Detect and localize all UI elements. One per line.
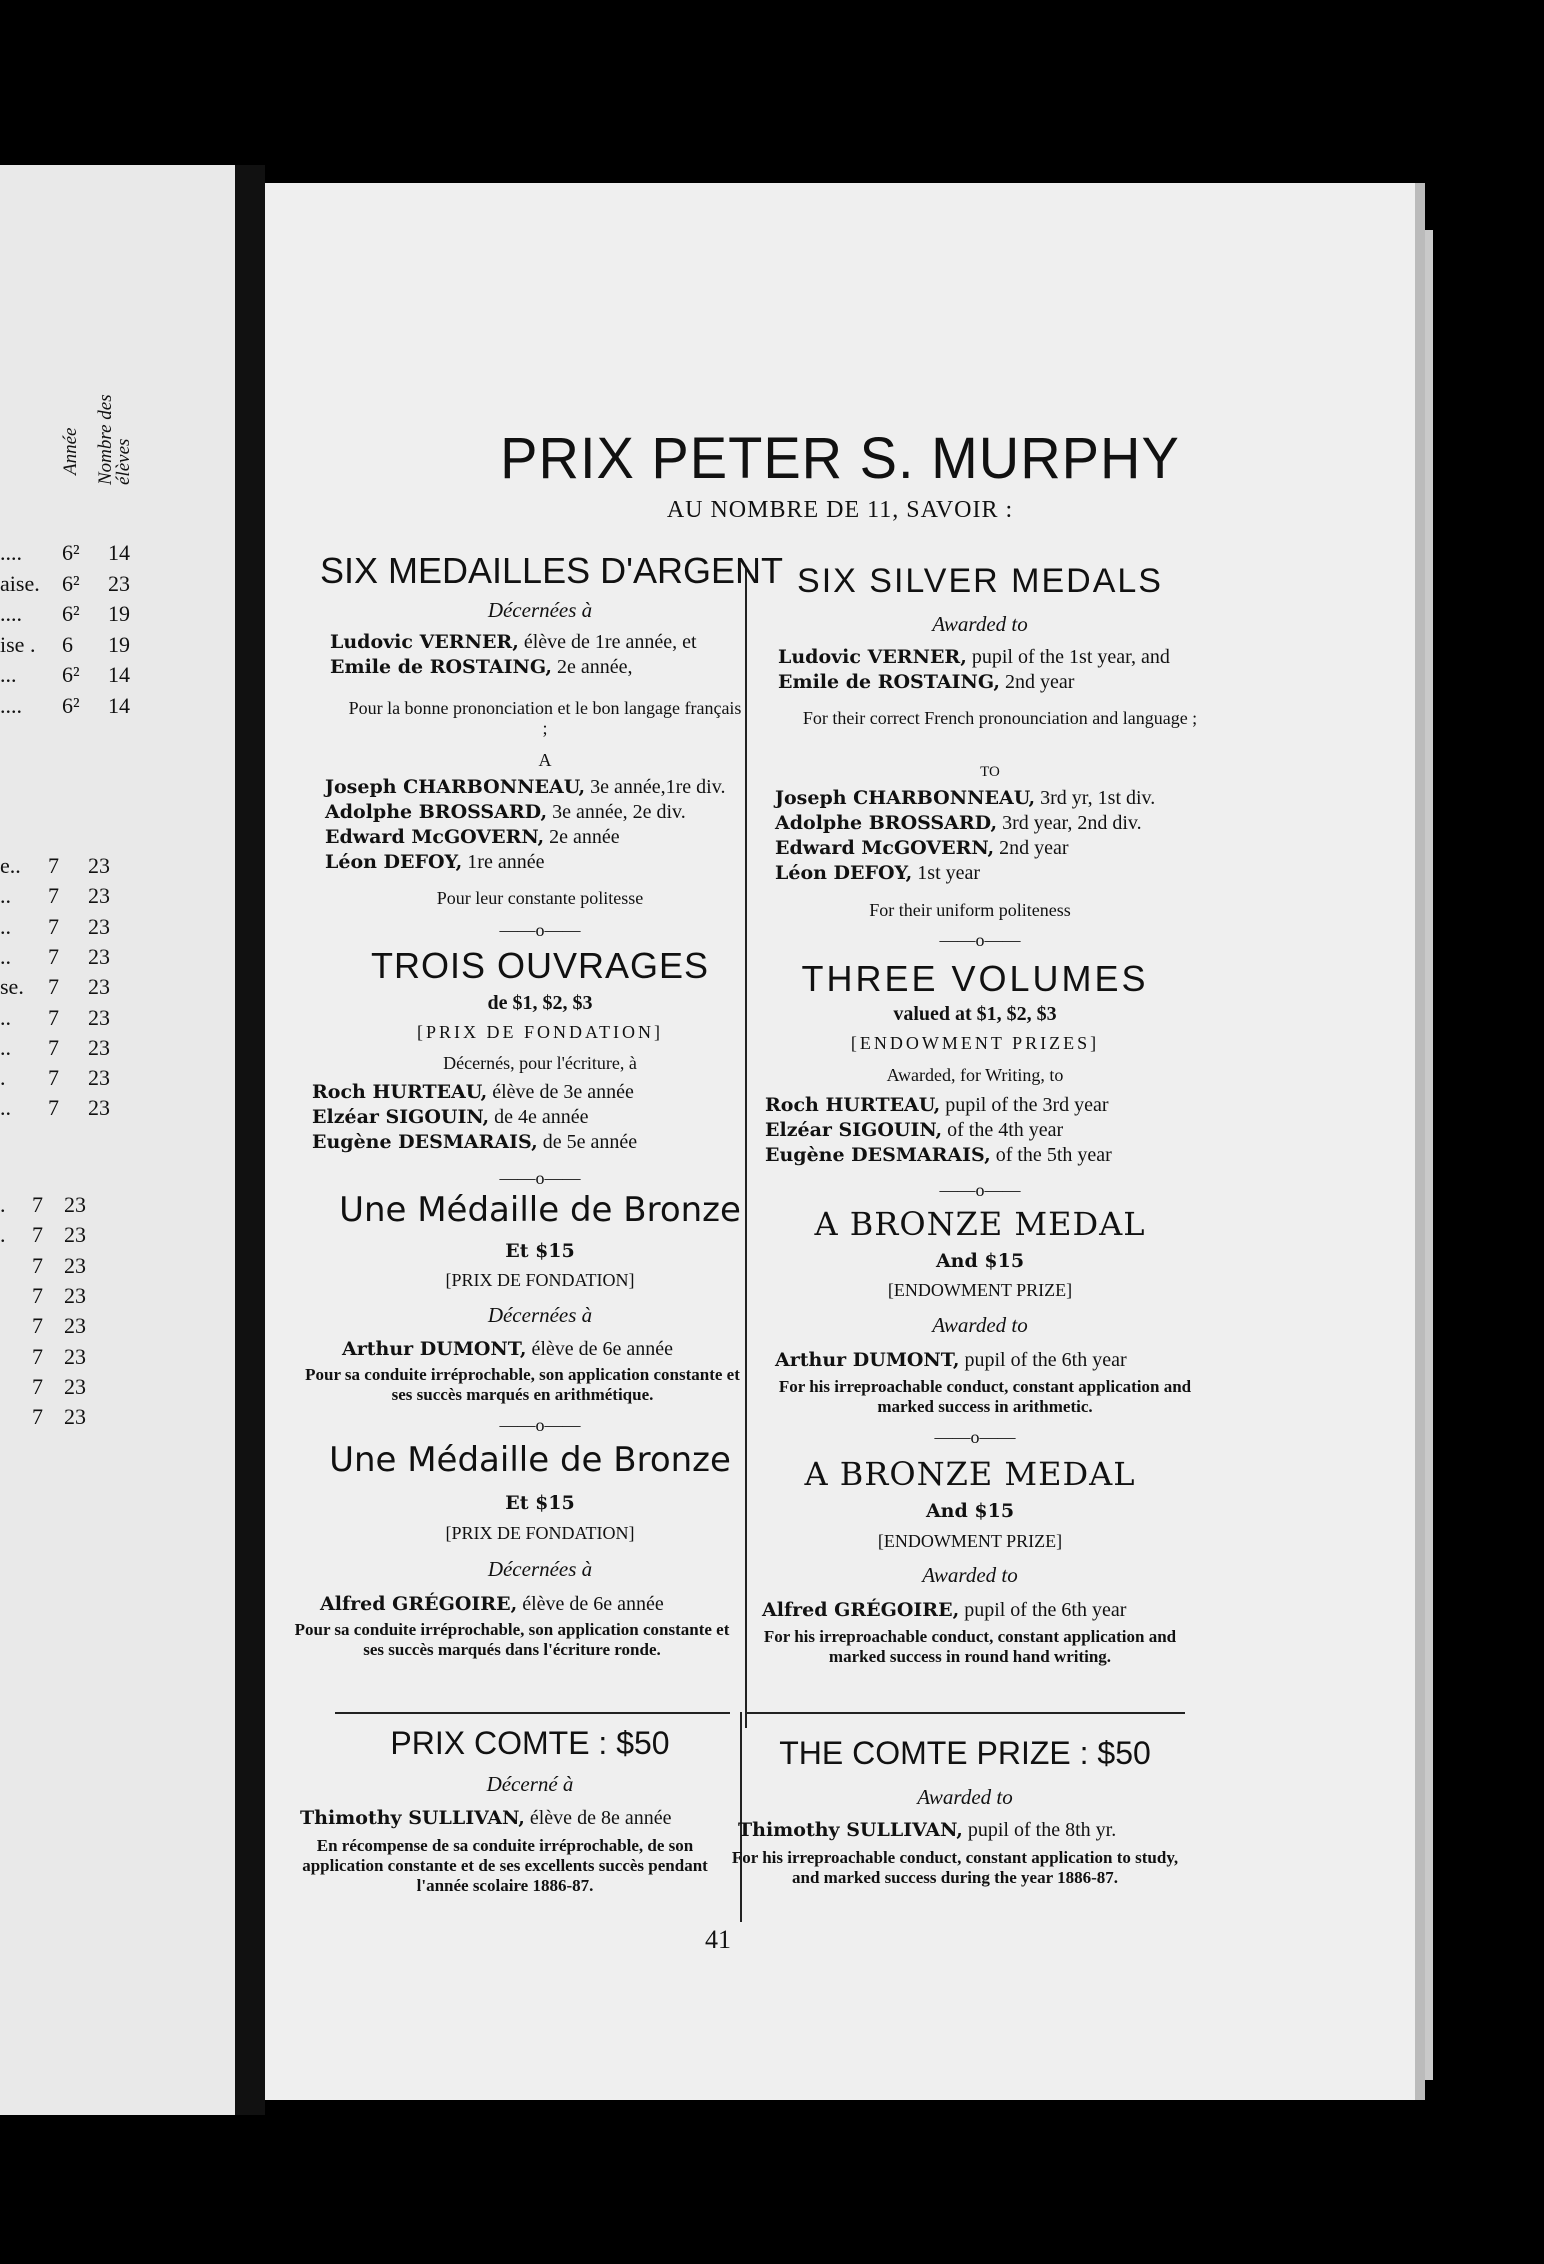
- fr-s3-sub: Décernées à: [487, 1303, 593, 1327]
- en-s1-to: TO: [980, 764, 1000, 780]
- en-s1-n3: Joseph CHARBONNEAU,: [775, 787, 1036, 809]
- row-annee: 7: [32, 1282, 43, 1308]
- en-sep-3: ——o——: [934, 1427, 1016, 1447]
- en-s4-head: A BRONZE MEDAL: [804, 1455, 1136, 1493]
- row-nombre: 14: [108, 540, 130, 565]
- row-annee: 7: [48, 883, 59, 909]
- row-nombre: 23: [64, 1192, 86, 1217]
- fr-s1-n4: Adolphe BROSSARD,: [325, 801, 548, 823]
- fr-s3-value: Et $15: [505, 1240, 575, 1262]
- fr-s1-names-b: [325, 775, 725, 875]
- left-table-row: [0, 1095, 235, 1125]
- fr-s1-reason: Pour la bonne prononciation et le bon langage français ;: [348, 698, 742, 738]
- row-label: .: [0, 1222, 6, 1248]
- en-s1-n2-detail: 2nd year: [1000, 671, 1075, 693]
- row-nombre: 23: [88, 853, 110, 878]
- fr-s1-n3: Joseph CHARBONNEAU,: [325, 776, 586, 798]
- page-number: 41: [705, 1925, 731, 1954]
- left-table-row: [0, 1283, 235, 1313]
- fr-s2-n2: Elzéar SIGOUIN,: [312, 1106, 490, 1128]
- row-nombre: 19: [108, 601, 130, 626]
- fr-s1-n4-detail: 3e année, 2e div.: [547, 801, 686, 823]
- header-nombre: Nombre des élèves: [95, 394, 134, 485]
- row-annee: 7: [48, 974, 59, 1000]
- en-s4-reason: For his irreproachable conduct, constant application and marked success in round hand writing.: [763, 1627, 1177, 1666]
- row-annee: 7: [48, 913, 59, 939]
- row-label: ..: [0, 1095, 11, 1121]
- fr-s4-names: [320, 1592, 664, 1617]
- header-annee: Année: [60, 427, 81, 475]
- left-table-row: [0, 1192, 235, 1222]
- left-table-row: [0, 1065, 235, 1095]
- en-s5-head: THE COMTE PRIZE : $50: [779, 1735, 1151, 1771]
- row-nombre: 23: [88, 883, 110, 909]
- en-s2-n2-detail: of the 4th year: [942, 1119, 1064, 1141]
- en-s3-head: A BRONZE MEDAL: [814, 1205, 1146, 1243]
- row-annee: 7: [48, 1095, 59, 1121]
- row-label: ....: [0, 540, 22, 565]
- rule-left: [335, 1712, 730, 1714]
- fr-s4-head: Une Médaille de Bronze: [329, 1440, 731, 1480]
- fr-s1-a: A: [538, 750, 552, 770]
- left-table-row: [0, 883, 235, 913]
- row-annee: 7: [32, 1222, 43, 1248]
- en-s5-sub: Awarded to: [917, 1785, 1013, 1809]
- row-annee: 6²: [62, 662, 80, 687]
- fr-s5-head: PRIX COMTE : $50: [390, 1725, 670, 1761]
- en-s4-n1: Alfred GRÉGOIRE,: [762, 1599, 960, 1621]
- fr-s2-n2-detail: de 4e année: [489, 1106, 589, 1128]
- row-annee: 7: [48, 943, 59, 969]
- en-s5-n1-detail: pupil of the 8th yr.: [962, 1819, 1117, 1841]
- en-s1-n6: Léon DEFOY,: [775, 862, 913, 884]
- row-nombre: 23: [64, 1404, 86, 1430]
- row-annee: 6²: [62, 570, 80, 596]
- row-nombre: 19: [108, 631, 130, 657]
- row-nombre: 23: [64, 1343, 86, 1369]
- row-label: .: [0, 1065, 6, 1091]
- fr-s1-n2-detail: 2e année,: [552, 656, 633, 678]
- row-label: ....: [0, 692, 22, 718]
- fr-s2-n3: Eugène DESMARAIS,: [312, 1131, 538, 1153]
- en-sep-1: ——o——: [939, 930, 1021, 950]
- left-table-row: [0, 1035, 235, 1065]
- fr-s5-sub: Décerné à: [486, 1772, 574, 1796]
- fr-s1-n1: Ludovic VERNER,: [330, 631, 519, 653]
- fr-s2-value: de $1, $2, $3: [487, 992, 593, 1014]
- en-s5-reason: For his irreproachable conduct, constant application to study, and marked success during the year 1886-87.: [731, 1848, 1179, 1887]
- row-label: ...: [0, 662, 17, 687]
- row-nombre: 14: [108, 662, 130, 687]
- en-s1-n2: Emile de ROSTAING,: [778, 671, 1001, 693]
- row-annee: 7: [48, 1004, 59, 1030]
- fr-s1-n5-detail: 2e année: [544, 826, 620, 848]
- column-divider: [745, 568, 747, 1728]
- row-nombre: 23: [88, 943, 110, 969]
- en-s4-names: [762, 1598, 1126, 1623]
- en-s4-value: And $15: [925, 1500, 1015, 1522]
- row-nombre: 23: [64, 1222, 86, 1248]
- en-s3-sub: Awarded to: [932, 1313, 1028, 1337]
- left-table-row: [0, 662, 235, 692]
- en-s1-n5: Edward McGOVERN,: [775, 837, 995, 859]
- en-s2-head: THREE VOLUMES: [801, 958, 1149, 999]
- row-nombre: 23: [64, 1282, 86, 1308]
- row-nombre: 23: [88, 974, 110, 1000]
- fr-s2-prize: [PRIX DE FONDATION]: [417, 1022, 663, 1042]
- row-annee: 7: [48, 1065, 59, 1091]
- left-table-row: [0, 1374, 235, 1404]
- fr-s1-sub: Décernées à: [487, 598, 593, 622]
- en-s5-n1: Thimothy SULLIVAN,: [738, 1819, 963, 1841]
- fr-s1-n6-detail: 1re année: [462, 851, 545, 873]
- en-s3-reason: For his irreproachable conduct, constant application and marked success in arithmetic.: [778, 1377, 1192, 1416]
- fr-s1-n6: Léon DEFOY,: [325, 851, 463, 873]
- en-s1-head: SIX SILVER MEDALS: [797, 562, 1163, 600]
- en-s1-names-b: [775, 786, 1155, 886]
- fr-s4-reason: Pour sa conduite irréprochable, son application constante et ses succès marqués dans l'écriture ronde.: [294, 1620, 730, 1659]
- fr-s1-names-a: [330, 630, 697, 680]
- fr-s2-n1-detail: élève de 3e année: [487, 1081, 634, 1103]
- fr-s2-n1: Roch HURTEAU,: [312, 1081, 488, 1103]
- en-s1-sub: Awarded to: [932, 612, 1028, 636]
- row-annee: 7: [32, 1404, 43, 1430]
- page-title: PRIX PETER S. MURPHY: [500, 424, 1180, 491]
- en-s3-names: [775, 1348, 1127, 1373]
- fr-s5-n1-detail: élève de 8e année: [524, 1807, 672, 1829]
- row-annee: 6²: [62, 601, 80, 626]
- row-label: .: [0, 1192, 6, 1217]
- row-nombre: 23: [88, 1004, 110, 1030]
- left-table-row: [0, 944, 235, 974]
- row-nombre: 23: [64, 1252, 86, 1278]
- row-nombre: 23: [88, 1095, 110, 1121]
- en-s2-value: valued at $1, $2, $3: [893, 1003, 1057, 1025]
- left-table-row: [0, 1253, 235, 1283]
- fr-s3-n1-detail: élève de 6e année: [526, 1338, 674, 1360]
- en-s2-prize: [ENDOWMENT PRIZES]: [850, 1033, 1100, 1053]
- fr-s1-n1-detail: élève de 1re année, et: [518, 631, 697, 653]
- en-s3-n1-detail: pupil of the 6th year: [959, 1349, 1127, 1371]
- en-s2-n3: Eugène DESMARAIS,: [765, 1144, 991, 1166]
- en-s2-n1: Roch HURTEAU,: [765, 1094, 941, 1116]
- left-table-row: [0, 1344, 235, 1374]
- fr-s1-n3-detail: 3e année,1re div.: [585, 776, 726, 798]
- en-s1-n4-detail: 3rd year, 2nd div.: [997, 812, 1142, 834]
- en-s4-sub: Awarded to: [922, 1563, 1018, 1587]
- row-nombre: 23: [88, 1065, 110, 1091]
- en-s1-n3-detail: 3rd yr, 1st div.: [1035, 787, 1156, 809]
- row-label: aise.: [0, 570, 40, 596]
- left-table-row: [0, 540, 235, 570]
- fr-s2-head: TROIS OUVRAGES: [370, 945, 710, 986]
- fr-s5-n1: Thimothy SULLIVAN,: [300, 1807, 525, 1829]
- left-table-header: [55, 394, 145, 495]
- row-label: ..: [0, 883, 11, 909]
- en-s2-n1-detail: pupil of the 3rd year: [940, 1094, 1109, 1116]
- fr-s1-n5: Edward McGOVERN,: [325, 826, 545, 848]
- en-s4-prize: [ENDOWMENT PRIZE]: [877, 1531, 1063, 1551]
- row-nombre: 14: [108, 692, 130, 718]
- left-table-row: [0, 974, 235, 1004]
- fr-s3-n1: Arthur DUMONT,: [342, 1338, 527, 1360]
- page-subtitle: AU NOMBRE DE 11, SAVOIR :: [666, 497, 1014, 523]
- left-table-row: [0, 1404, 235, 1434]
- fr-s3-head: Une Médaille de Bronze: [339, 1190, 741, 1230]
- left-table-row: [0, 601, 235, 631]
- en-s1-n1-detail: pupil of the 1st year, and: [966, 646, 1170, 668]
- row-label: ....: [0, 601, 22, 626]
- row-label: ..: [0, 1004, 11, 1030]
- en-s1-n4: Adolphe BROSSARD,: [775, 812, 998, 834]
- left-table-row: [0, 853, 235, 883]
- left-table-row: [0, 632, 235, 662]
- fr-s3-reason: Pour sa conduite irréprochable, son application constante et ses succès marqués en arithmétique.: [305, 1365, 740, 1404]
- row-annee: 6²: [62, 540, 80, 565]
- row-label: ..: [0, 943, 11, 969]
- fr-s1-reason2: Pour leur constante politesse: [436, 888, 644, 908]
- en-s5-names: [738, 1818, 1116, 1843]
- fr-s2-n3-detail: de 5e année: [537, 1131, 638, 1153]
- en-s1-reason: For their correct French pronounciation and language ;: [802, 708, 1198, 728]
- row-label: ..: [0, 1034, 11, 1060]
- left-table-row: [0, 914, 235, 944]
- en-s2-sub: Awarded, for Writing, to: [886, 1065, 1064, 1085]
- en-s1-n5-detail: 2nd year: [994, 837, 1069, 859]
- row-annee: 7: [32, 1373, 43, 1399]
- book-gutter: [235, 165, 265, 2115]
- fr-s1-head: SIX MEDAILLES D'ARGENT: [320, 550, 783, 591]
- row-annee: 7: [48, 1034, 59, 1060]
- left-table-row: [0, 571, 235, 601]
- row-annee: 7: [32, 1252, 43, 1278]
- en-s4-n1-detail: pupil of the 6th year: [959, 1599, 1127, 1621]
- row-annee: 6²: [62, 692, 80, 718]
- fr-s4-prize: [PRIX DE FONDATION]: [445, 1523, 635, 1543]
- row-annee: 7: [32, 1343, 43, 1369]
- row-annee: 7: [32, 1192, 43, 1217]
- en-s1-n6-detail: 1st year: [912, 862, 981, 884]
- en-s3-n1: Arthur DUMONT,: [775, 1349, 960, 1371]
- row-nombre: 23: [64, 1373, 86, 1399]
- en-s2-names: [765, 1093, 1112, 1168]
- row-nombre: 23: [108, 570, 130, 596]
- fr-sep-2: ——o——: [499, 1168, 581, 1188]
- en-s2-n3-detail: of the 5th year: [990, 1144, 1112, 1166]
- en-s1-names-a: [778, 645, 1170, 695]
- fr-s3-names: [342, 1337, 673, 1362]
- fr-s3-prize: [PRIX DE FONDATION]: [445, 1270, 635, 1290]
- rule-right: [745, 1712, 1185, 1714]
- left-table-row: [0, 1313, 235, 1343]
- fr-sep-3: ——o——: [499, 1415, 581, 1435]
- row-nombre: 23: [88, 913, 110, 939]
- fr-s4-n1: Alfred GRÉGOIRE,: [320, 1593, 518, 1615]
- row-nombre: 23: [88, 1034, 110, 1060]
- fr-s4-sub: Décernées à: [487, 1557, 593, 1581]
- en-s3-prize: [ENDOWMENT PRIZE]: [887, 1280, 1073, 1300]
- fr-s1-n2: Emile de ROSTAING,: [330, 656, 553, 678]
- page-edge: [1415, 230, 1433, 2080]
- en-s3-value: And $15: [935, 1250, 1025, 1272]
- en-s1-reason2: For their uniform politeness: [869, 900, 1071, 920]
- row-label: se.: [0, 974, 24, 1000]
- row-label: ise .: [0, 631, 36, 657]
- fr-s2-names: [312, 1080, 637, 1155]
- fr-s5-names: [300, 1806, 671, 1831]
- left-table-row: [0, 1005, 235, 1035]
- en-s2-n2: Elzéar SIGOUIN,: [765, 1119, 943, 1141]
- fr-s2-sub: Décernés, pour l'écriture, à: [443, 1053, 637, 1073]
- en-sep-2: ——o——: [939, 1180, 1021, 1200]
- fr-s4-n1-detail: élève de 6e année: [517, 1593, 664, 1615]
- row-label: ..: [0, 913, 11, 939]
- fr-sep-1: ——o——: [499, 920, 581, 940]
- row-annee: 6: [62, 631, 73, 657]
- row-annee: 7: [32, 1313, 43, 1339]
- row-label: e..: [0, 853, 21, 878]
- row-nombre: 23: [64, 1313, 86, 1339]
- fr-s5-reason: En récompense de sa conduite irréprochable, de son application constante et de ses excellents succès pendant l'année scolaire 1886-87.: [302, 1836, 708, 1895]
- fr-s4-value: Et $15: [505, 1492, 575, 1514]
- en-s1-n1: Ludovic VERNER,: [778, 646, 967, 668]
- row-annee: 7: [48, 853, 59, 878]
- left-table-row: [0, 693, 235, 723]
- left-table-row: [0, 1222, 235, 1252]
